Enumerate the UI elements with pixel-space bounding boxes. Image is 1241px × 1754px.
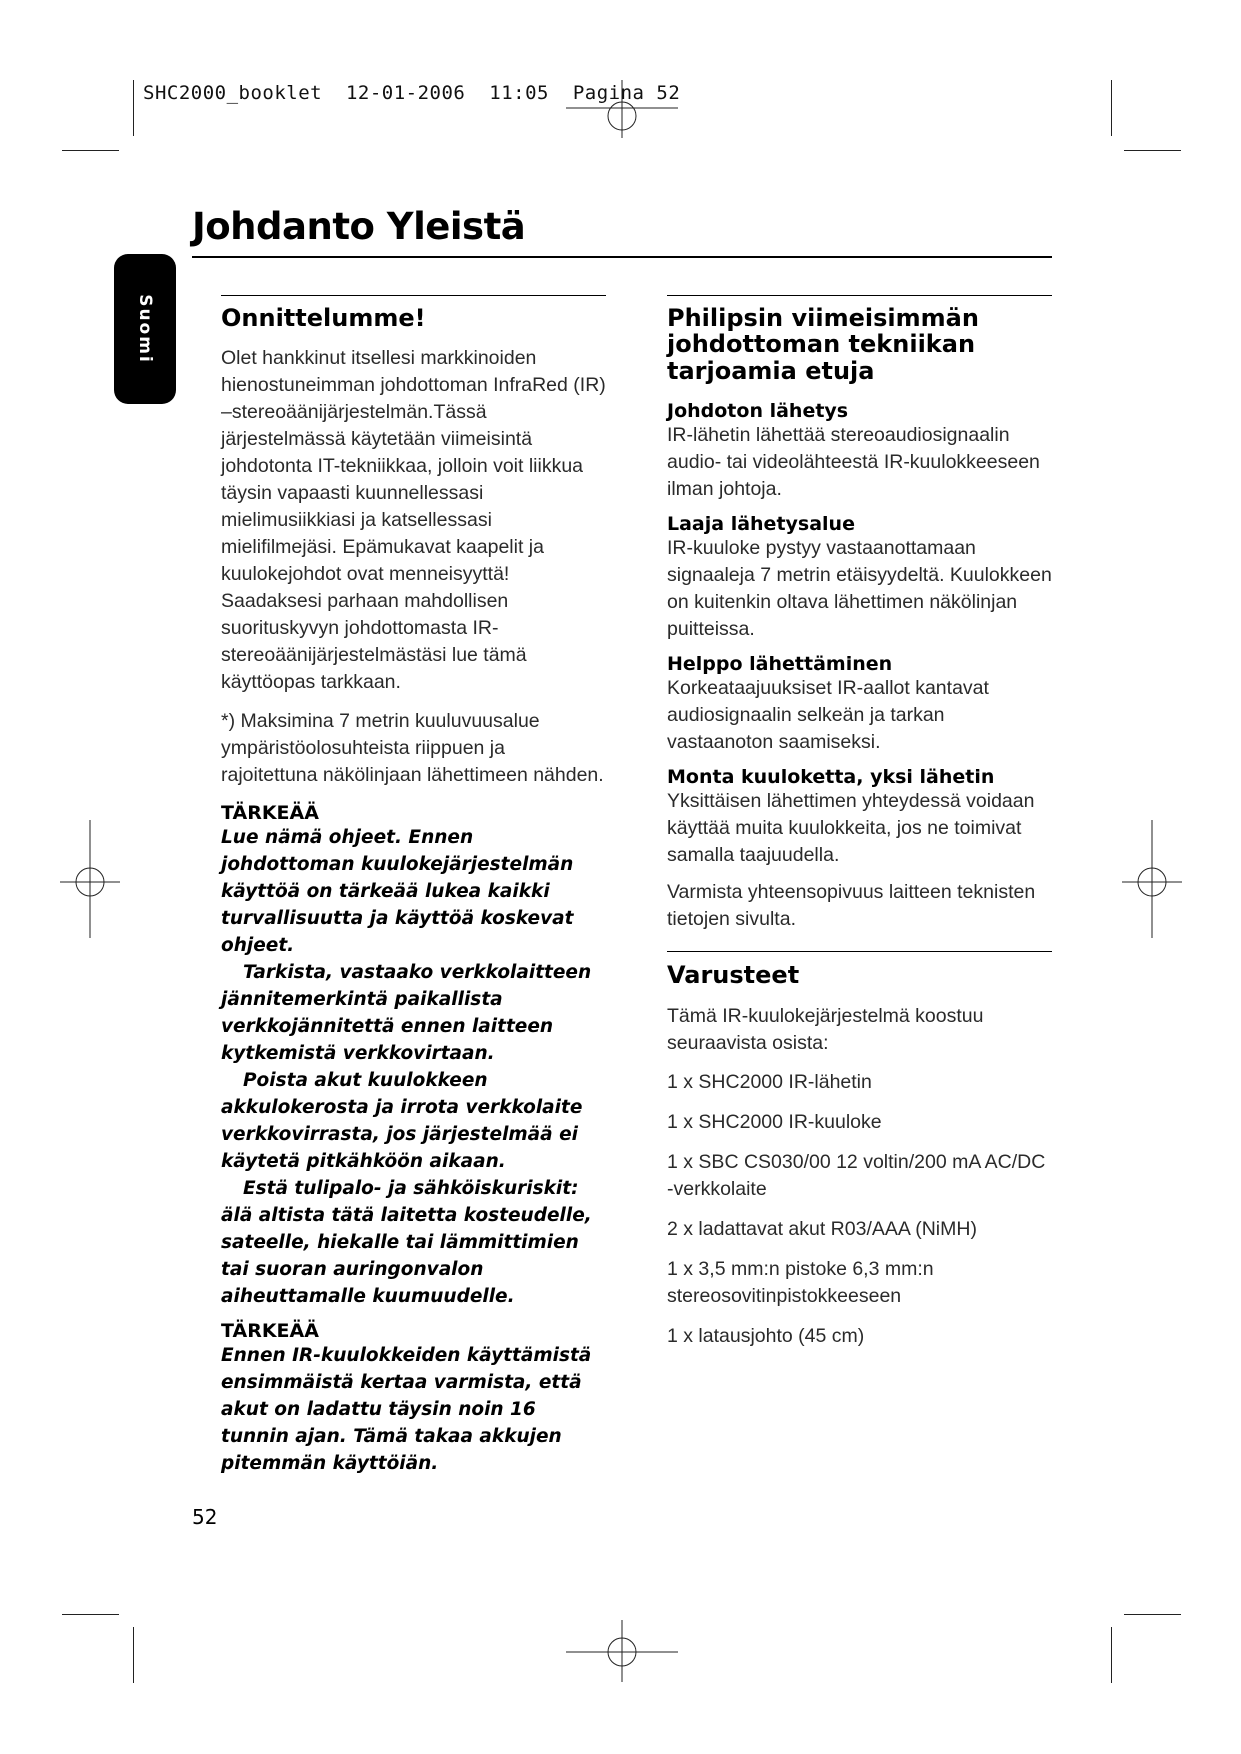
feature-text: Yksittäisen lähettimen yhteydessä voidaan käyttää muita kuulokkeita, jos ne toimivat samalla taajuudella. — [667, 790, 1035, 867]
feature-title: Johdoton lähetys — [667, 400, 849, 423]
registration-mark — [560, 1620, 680, 1684]
important-heading: TÄRKEÄÄ — [221, 1320, 319, 1343]
section-heading-congratulations: Onnittelumme! — [221, 304, 426, 332]
feature-text: IR-lähetin lähettää stereoaudiosignaalin audio- tai videolähteestä IR-kuulokkeeseen ilman johtoja. — [667, 424, 1040, 501]
accessories-list — [667, 1069, 1052, 1350]
important-text: Tarkista, vastaako verkkolaitteen jännitemerkintä paikallista verkkojännitettä ennen laitteen kytkemistä verkkovirtaan. — [221, 962, 592, 1065]
crop-mark — [133, 80, 134, 136]
feature-title: Monta kuuloketta, yksi lähetin — [667, 766, 995, 789]
important-text: Lue nämä ohjeet. Ennen johdottoman kuulokejärjestelmän käyttöä on tärkeää lukea kaikki turvallisuutta ja käyttöä koskevat ohjeet. — [221, 827, 574, 957]
section-heading-accessories: Varusteet — [667, 961, 800, 990]
registration-mark — [1120, 820, 1184, 940]
crop-mark — [1111, 1627, 1112, 1683]
crop-mark — [1111, 80, 1112, 136]
registration-mark — [58, 820, 122, 940]
accessory-item: 1 x SHC2000 IR-lähetin — [667, 1070, 872, 1093]
important-text: Ennen IR-kuulokkeiden käyttämistä ensimmäistä kertaa varmista, että akut on ladattu täysin noin 16 tunnin ajan. Tämä takaa akkujen pitemmän käyttöiän. — [221, 1345, 592, 1475]
accessories-intro: Tämä IR-kuulokejärjestelmä koostuu seuraavista osista: — [667, 1004, 984, 1054]
print-slug — [143, 82, 680, 104]
feature-title: Laaja lähetysalue — [667, 513, 855, 536]
slug-file: SHC2000_booklet — [143, 82, 323, 104]
range-note: *) Maksimina 7 metrin kuuluvuusalue ympäristöolosuhteista riippuen ja rajoitettuna näkölinjaan lähettimeen nähden. — [221, 710, 604, 787]
important-heading: TÄRKEÄÄ — [221, 802, 319, 825]
accessory-item: 2 x ladattavat akut R03/AAA (NiMH) — [667, 1217, 977, 1240]
accessory-item: 1 x latausjohto (45 cm) — [667, 1324, 865, 1347]
page-title: Johdanto Yleistä — [192, 205, 526, 248]
language-tab — [114, 254, 176, 404]
compatibility-note: Varmista yhteensopivuus laitteen teknisten tietojen sivulta. — [667, 881, 1036, 931]
important-text: Poista akut kuulokkeen akkulokerosta ja irrota verkkolaite verkkovirrasta, jos järjestelmää ei käytetä pitkähköön aikaan. — [221, 1070, 583, 1173]
slug-time: 11:05 — [489, 82, 549, 104]
right-column — [667, 295, 1052, 1363]
slug-date: 12-01-2006 — [345, 82, 466, 104]
left-column — [221, 295, 606, 1477]
section-heading-benefits: Philipsin viimeisimmän johdottoman tekniikan tarjoamia etuja — [667, 304, 979, 385]
feature-text: IR-kuuloke pystyy vastaanottamaan signaaleja 7 metrin etäisyydeltä. Kuulokkeen on kuitenkin oltava lähettimen näkölinjan puitteissa. — [667, 537, 1052, 641]
crop-mark — [1124, 1614, 1181, 1615]
crop-mark — [62, 150, 119, 151]
feature-title: Helppo lähettäminen — [667, 653, 893, 676]
accessory-item: 1 x 3,5 mm:n pistoke 6,3 mm:n stereosovitinpistokkeeseen — [667, 1257, 934, 1307]
slug-page: Pagina 52 — [572, 82, 681, 104]
accessory-item: 1 x SBC CS030/00 12 voltin/200 mA AC/DC -verkkolaite — [667, 1150, 1046, 1200]
important-text: Estä tulipalo- ja sähköiskuriskit: älä altista tätä laitetta kosteudelle, sateelle, hiekalle tai lämmittimien tai suoran auringonvalon aiheuttamalle kuumuudelle. — [221, 1178, 592, 1308]
feature-text: Korkeataajuuksiset IR-aallot kantavat audiosignaalin selkeän ja tarkan vastaanoton saamiseksi. — [667, 677, 989, 754]
crop-mark — [62, 1614, 119, 1615]
section-rule — [221, 295, 606, 296]
page-number: 52 — [192, 1505, 218, 1529]
intro-paragraph: Olet hankkinut itsellesi markkinoiden hienostuneimman johdottoman InfraRed (IR) –stereoäänijärjestelmän.Tässä järjestelmässä käytetään viimeisintä johdotonta IT-tekniikkaa, jolloin voit liikkua täysin vapaasti kuunnellessasi mielimusiikkiasi ja katsellessasi mielifilmejäsi. Epämukavat kaapelit ja kuulokejohdot ovat menneisyyttä! Saadaksesi parhaan mahdollisen suorituskyvyn johdottomasta IR-stereoäänijärjestelmästäsi lue tämä käyttöopas tarkkaan. — [221, 347, 606, 694]
language-tab-label: Suomi — [135, 294, 155, 364]
section-rule — [667, 951, 1052, 952]
crop-mark — [1124, 150, 1181, 151]
title-rule — [192, 256, 1052, 258]
crop-mark — [133, 1627, 134, 1683]
accessory-item: 1 x SHC2000 IR-kuuloke — [667, 1110, 882, 1133]
section-rule — [667, 295, 1052, 296]
